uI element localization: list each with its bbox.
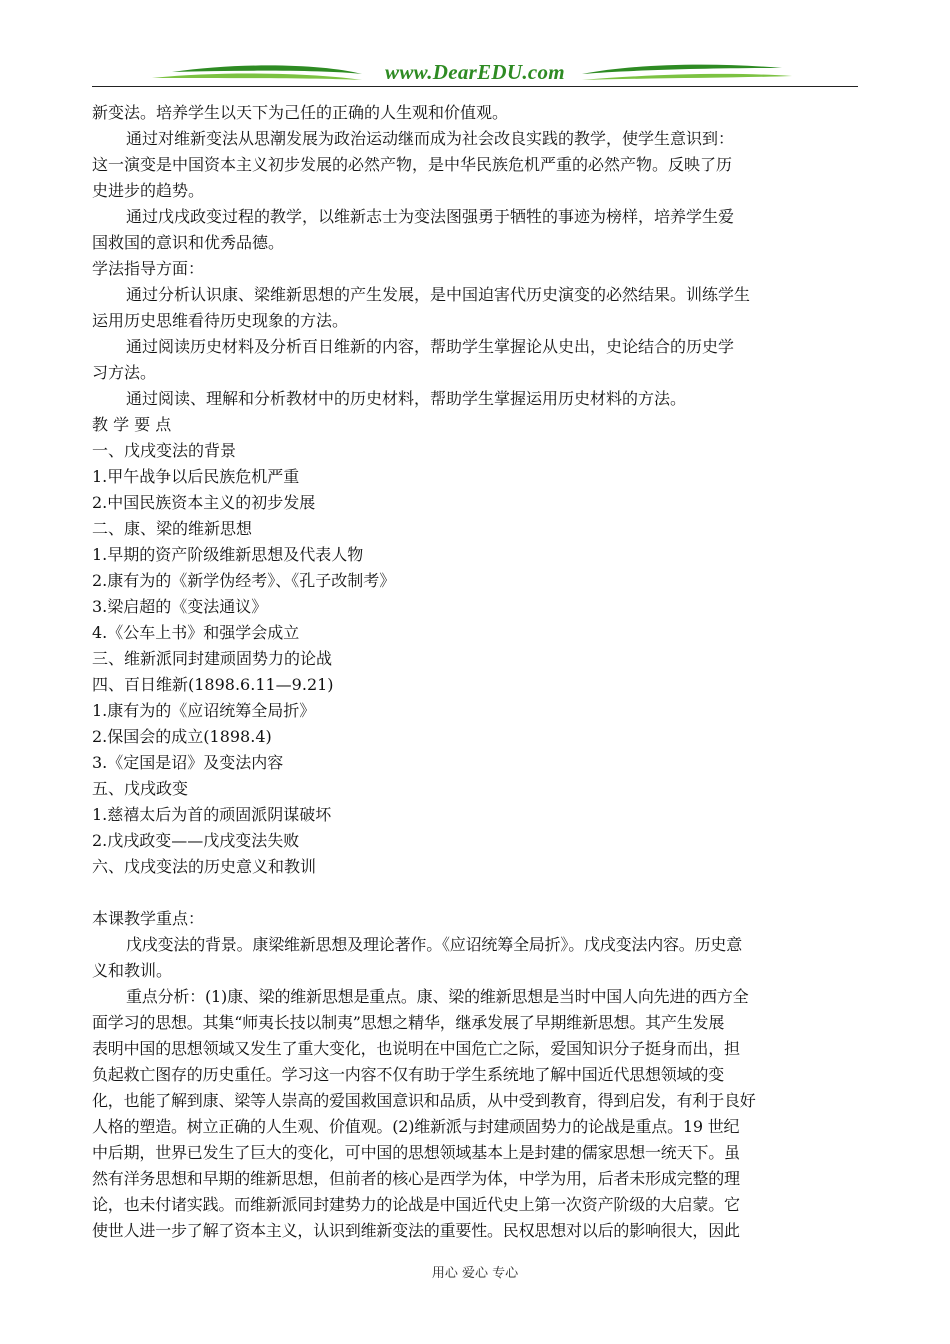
outline-item: 一、戊戌变法的背景 bbox=[92, 441, 237, 460]
text-line: 面学习的思想。其集“师夷长技以制夷”思想之精华，继承发展了早期维新思想。其产生发展 bbox=[92, 1013, 725, 1032]
outline-item: 三、维新派同封建顽固势力的论战 bbox=[92, 649, 333, 668]
text-line: 通过分析认识康、梁维新思想的产生发展，是中国迫害代历史演变的必然结果。训练学生 bbox=[126, 285, 751, 304]
text-line: 中后期，世界已发生了巨大的变化，可中国的思想领域基本上是封建的儒家思想一统天下。虽 bbox=[92, 1143, 740, 1162]
section-heading: 教 学 要 点 bbox=[92, 415, 172, 434]
outline-item: 2.中国民族资本主义的初步发展 bbox=[92, 493, 316, 512]
text-line: 表明中国的思想领域又发生了重大变化，也说明在中国危亡之际，爱国知识分子挺身而出，担 bbox=[92, 1039, 740, 1058]
outline-item: 1.甲午战争以后民族危机严重 bbox=[92, 467, 300, 486]
outline-item: 1.康有为的《应诏统筹全局折》 bbox=[92, 701, 316, 720]
text-line: 通过对维新变法从思潮发展为政治运动继而成为社会改良实践的教学，使学生意识到： bbox=[126, 129, 735, 148]
text-line: 化，也能了解到康、梁等人崇高的爱国救国意识和品质，从中受到教育，得到启发，有利于良好 bbox=[92, 1091, 756, 1110]
text-line: 负起救亡图存的历史重任。学习这一内容不仅有助于学生系统地了解中国近代思想领域的变 bbox=[92, 1065, 725, 1084]
text-line: 习方法。 bbox=[92, 363, 157, 382]
text-line: 义和教训。 bbox=[92, 961, 173, 980]
text-line: 这一演变是中国资本主义初步发展的必然产物，是中华民族危机严重的必然产物。反映了历 bbox=[92, 155, 733, 174]
text-line: 运用历史思维看待历史现象的方法。 bbox=[92, 311, 349, 330]
text-line: 史进步的趋势。 bbox=[92, 181, 205, 200]
header-logo-text: www.DearEDU.com bbox=[385, 60, 565, 84]
outline-item: 2.康有为的《新学伪经考》、《孔子改制考》 bbox=[92, 571, 396, 590]
outline-item: 3.《定国是诏》及变法内容 bbox=[92, 753, 284, 772]
text-line: 国救国的意识和优秀品德。 bbox=[92, 233, 285, 252]
section-heading: 学法指导方面： bbox=[92, 259, 205, 278]
outline-item: 3.梁启超的《变法通议》 bbox=[92, 597, 268, 616]
outline-item: 4.《公车上书》和强学会成立 bbox=[92, 623, 300, 642]
outline-item: 2.保国会的成立(1898.4) bbox=[92, 727, 272, 746]
text-line: 新变法。培养学生以天下为己任的正确的人生观和价值观。 bbox=[92, 103, 509, 122]
text-line: 通过阅读历史材料及分析百日维新的内容，帮助学生掌握论从史出，史论结合的历史学 bbox=[126, 337, 735, 356]
outline-item: 1.早期的资产阶级维新思想及代表人物 bbox=[92, 545, 364, 564]
text-line: 重点分析：(1)康、梁的维新思想是重点。康、梁的维新思想是当时中国人向先进的西方全 bbox=[126, 987, 749, 1006]
blank-line bbox=[92, 880, 862, 906]
outline-item: 1.慈禧太后为首的顽固派阴谋破坏 bbox=[92, 805, 332, 824]
outline-item: 六、戊戌变法的历史意义和教训 bbox=[92, 857, 317, 876]
page-footer: 用心 爱心 专心 bbox=[431, 1266, 519, 1281]
header-divider bbox=[92, 86, 858, 87]
outline-item: 四、百日维新(1898.6.11—9.21) bbox=[92, 675, 334, 694]
outline-item: 二、康、梁的维新思想 bbox=[92, 519, 253, 538]
text-line: 论，也未付诸实践。而维新派同封建势力的论战是中国近代史上第一次资产阶级的大启蒙。它 bbox=[92, 1195, 740, 1214]
text-line: 通过阅读、理解和分析教材中的历史材料，帮助学生掌握运用历史材料的方法。 bbox=[126, 389, 687, 408]
outline-item: 五、戊戌政变 bbox=[92, 779, 189, 798]
outline-item: 2.戊戌政变——戊戌变法失败 bbox=[92, 831, 300, 850]
text-line: 然有洋务思想和早期的维新思想，但前者的核心是西学为体，中学为用，后者未形成完整的理 bbox=[92, 1169, 740, 1188]
text-line: 使世人进一步了解了资本主义，认识到维新变法的重要性。民权思想对以后的影响很大，因此 bbox=[92, 1221, 740, 1240]
text-line: 通过戊戌政变过程的教学，以维新志士为变法图强勇于牺牲的事迹为榜样，培养学生爱 bbox=[126, 207, 735, 226]
text-line: 戊戌变法的背景。康梁维新思想及理论著作。《应诏统筹全局折》。戊戌变法内容。历史意 bbox=[126, 935, 743, 954]
section-heading: 本课教学重点： bbox=[92, 909, 205, 928]
text-line: 人格的塑造。树立正确的人生观、价值观。(2)维新派与封建顽固势力的论战是重点。19 世纪 bbox=[92, 1117, 740, 1136]
document-body bbox=[92, 100, 862, 1244]
